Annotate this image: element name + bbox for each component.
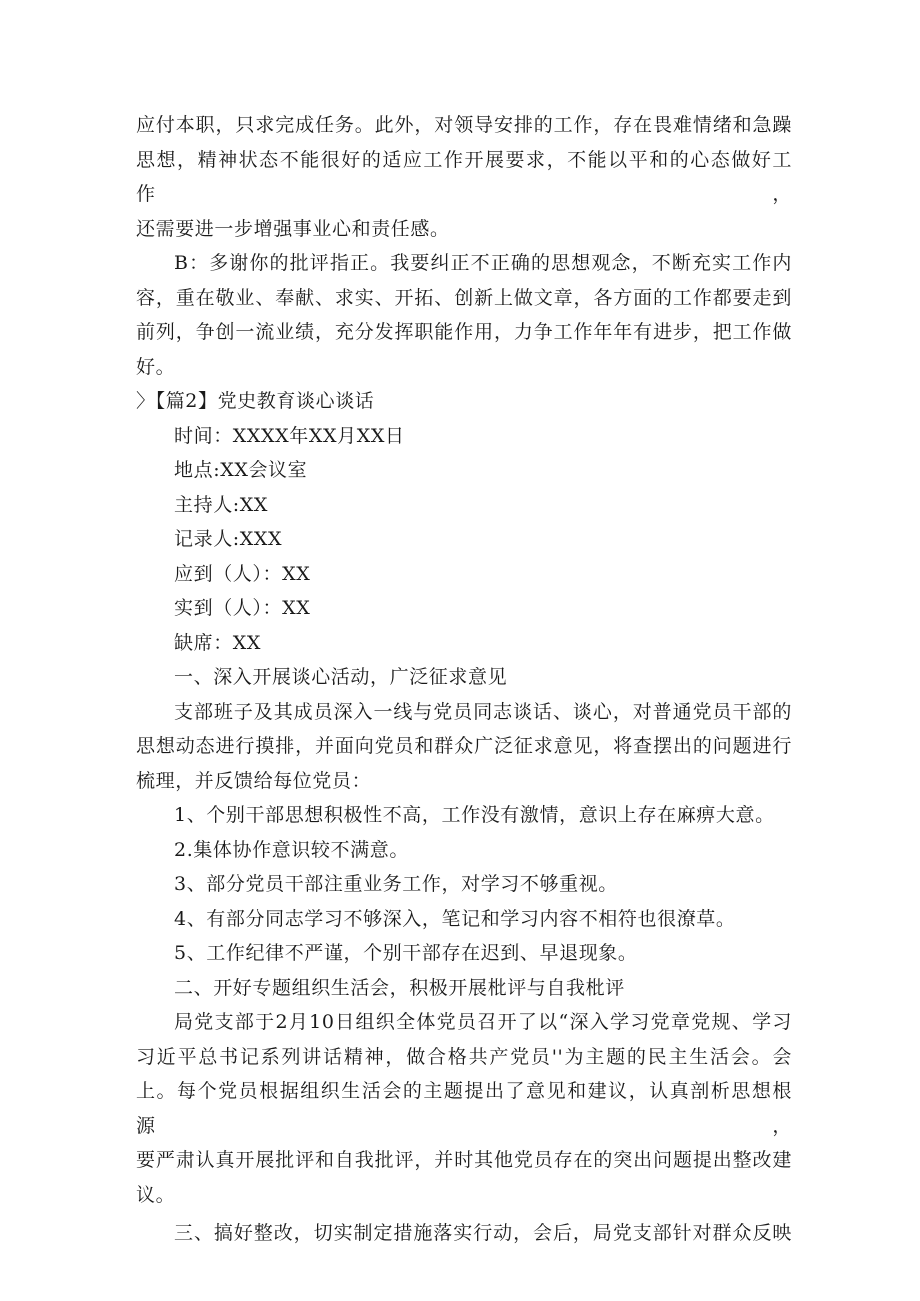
- text-line: 容，重在敬业、奉献、求实、开拓、创新上做文章，各方面的工作都要走到: [136, 286, 792, 309]
- text-line: 习近平总书记系列讲话精神，做合格共产党员''为主题的民主生活会。会: [136, 1045, 792, 1068]
- text-line: B：多谢你的批评指正。我要纠正不正确的思想观念，不断充实工作内: [174, 252, 792, 274]
- paragraph-1: [136, 108, 792, 246]
- text-line: 梳理，并反馈给每位党员：: [136, 769, 372, 792]
- text-line: 要严肃认真开展批评和自我批评，并时其他党员存在的突出问题提出整改建: [136, 1149, 792, 1171]
- meeting-host: 主持人:XX: [174, 493, 269, 516]
- text-line: 支部班子及其成员深入一线与党员同志谈话、谈心，对普通党员干部的: [174, 700, 792, 723]
- list-item: 2.集体协作意识较不满意。: [174, 838, 409, 861]
- text-line: 应付本职，只求完成任务。此外，对领导安排的工作，存在畏难情绪和急躁: [136, 114, 792, 136]
- text-line: 还需要进一步增强事业心和责任感。: [136, 217, 450, 240]
- expected-attendance: 应到（人）：XX: [174, 562, 311, 585]
- list-item: 3、部分党员干部注重业务工作，对学习不够重视。: [174, 873, 618, 895]
- heading-2: 二、开好专题组织生活会，积极开展枇评与自我枇评: [174, 976, 625, 999]
- list-item: 4、有部分同志学习不够深入，笔记和学习内容不相符也很潦草。: [174, 907, 736, 930]
- text-line: 议。: [136, 1183, 176, 1206]
- paragraph-3: [136, 695, 792, 799]
- list-item: 5、工作纪律不严谨，个别干部存在迟到、早退现象。: [174, 942, 638, 964]
- section-title: 〉【篇2】党史教育谈心谈话: [136, 390, 375, 412]
- absent: 缺席：XX: [174, 631, 262, 654]
- paragraph-5: [136, 1216, 792, 1251]
- text-line: 思想，精神状态不能很好的适应工作开展要求，不能以平和的心态做好工作，: [136, 148, 792, 205]
- list-item: 1、个别干部思想积极性不高，工作没有激情，意识上存在麻痹大意。: [174, 804, 775, 826]
- meeting-time: 时间：XXXX年XX月XX日: [174, 424, 405, 447]
- text-line: 好。: [136, 355, 176, 378]
- actual-attendance: 实到（人）：XX: [174, 597, 311, 619]
- heading-1: 一、深入开展谈心活动，广泛征求意见: [174, 666, 508, 688]
- text-line: 思想动态进行摸排，并面向党员和群众广泛征求意见，将查摆出的问题进行: [136, 735, 792, 757]
- text-line: 前列，争创一流业绩，充分发挥职能作用，力争工作年年有进步，把工作做: [136, 321, 792, 343]
- meeting-location: 地点:XX会议室: [174, 459, 308, 481]
- paragraph-2: [136, 246, 792, 384]
- text-line: 三、搞好整改，切实制定措施落实行动，会后，局党支部针对群众反映: [174, 1222, 792, 1244]
- text-line: 上。每个党员根据组织生活会的主题提出了意见和建议，认真剖析思想根源，: [136, 1080, 792, 1137]
- document-page: [136, 108, 792, 1251]
- paragraph-4: [136, 1005, 792, 1212]
- meeting-recorder: 记录人:XXX: [174, 528, 283, 550]
- text-line: 局党支部于2月10日组织全体党员召开了以“深入学习党章党规、学习: [174, 1011, 792, 1033]
